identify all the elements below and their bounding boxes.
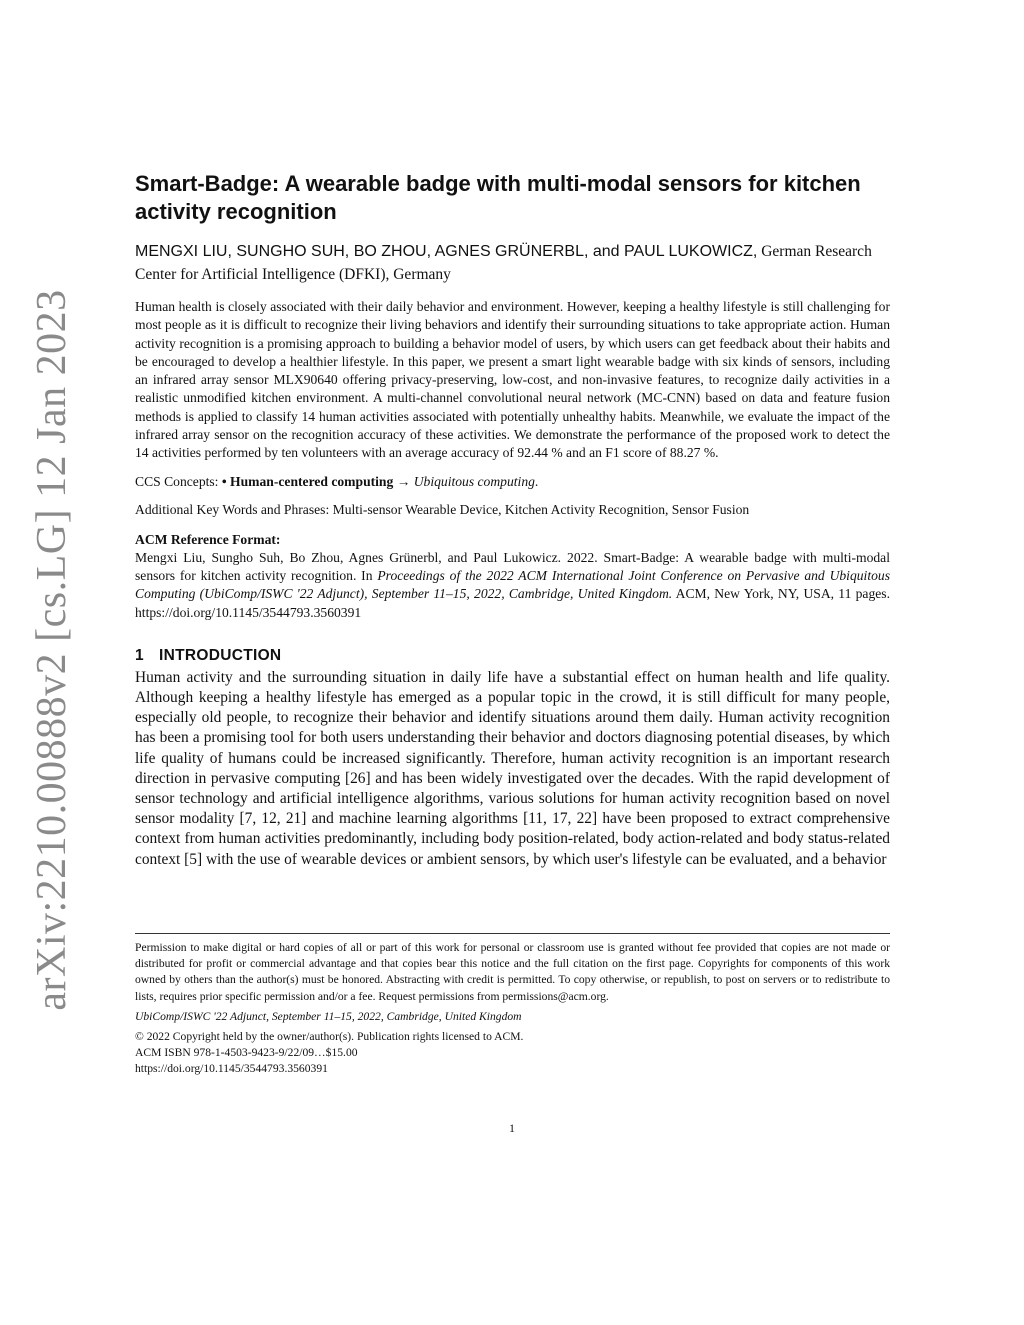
- footnote-venue: [135, 1009, 890, 1025]
- isbn: ACM ISBN 978-1-4503-9423-9/22/09…$15.00: [135, 1046, 358, 1060]
- reference-format: [135, 549, 890, 622]
- author-block: [135, 240, 890, 286]
- arxiv-identifier: arXiv:2210.00888v2 [cs.LG] 12 Jan 2023: [29, 289, 75, 1011]
- doi-link[interactable]: https://doi.org/10.1145/3544793.3560391: [135, 1062, 328, 1076]
- ccs-concept: Human-centered computing: [230, 473, 394, 489]
- reference-text-after: ACM, New York, NY, USA, 11 pages. https://doi.org/10.1145/3544793.3560391: [135, 586, 890, 620]
- section-number: 1: [135, 646, 144, 664]
- keywords: Additional Key Words and Phrases: Multi-sensor Wearable Device, Kitchen Activity Recognition, Sensor Fusion: [135, 501, 750, 517]
- reference-heading: ACM Reference Format:: [135, 531, 281, 547]
- author-names: MENGXI LIU, SUNGHO SUH, BO ZHOU, AGNES GRÜNERBL, and PAUL LUKOWICZ,: [135, 243, 758, 260]
- paper-title: Smart-Badge: A wearable badge with multi-modal sensors for kitchen activity recognition: [135, 171, 861, 224]
- author-affiliation: German Research Center for Artificial Intelligence (DFKI), Germany: [135, 243, 872, 283]
- ccs-arrow: →: [396, 473, 411, 489]
- ccs-label: CCS Concepts:: [135, 473, 219, 489]
- reference-text-before: Mengxi Liu, Sungho Suh, Bo Zhou, Agnes Grünerbl, and Paul Lukowicz. 2022. Smart-Badge: A wearable badge with multi-modal sensors for kitchen activity recognition. In: [135, 549, 890, 583]
- footnote: [135, 940, 890, 1078]
- introduction-paragraph: Human activity and the surrounding situation in daily life have a substantial effect on human health and life quality. Although keeping a healthy lifestyle has emerged as a popular topic in the crowd, it is still difficult for many people, especially old people, to recognize their behavior and identify situations around them daily. Human activity recognition has been a promising tool for both users understanding their behavior and doctors diagnosing potential diseases, by which life quality of humans could be increased significantly. Therefore, human activity recognition is an important research direction in pervasive computing [26] and has been widely investigated over the decades. With the rapid development of sensor technology and artificial intelligence algorithms, various solutions for human activity recognition based on novel sensor modality [7, 12, 21] and machine learning algorithms [11, 17, 22] have been proposed to extract comprehensive context from human activities predominantly, including body position-related, body action-related and body status-related context [5] with the use of wearable devices or ambient sensors, by which user's lifestyle can be evaluated, and a behavior: [135, 668, 890, 868]
- section-heading: [135, 646, 890, 666]
- section-title: INTRODUCTION: [159, 646, 282, 664]
- ccs-end: .: [534, 473, 539, 489]
- footnote-divider: [135, 933, 890, 934]
- abstract: Human health is closely associated with their daily behavior and environment. However, keeping a healthy lifestyle is still challenging for most people as it is difficult to recognize their living behaviors and identify their surrounding situations to take appropriate action. Human activity recognition is a promising approach to building a behavior model of users, by which users can get feedback about their habits and be encouraged to develop a healthier lifestyle. In this paper, we present a smart light wearable badge with six kinds of sensors, including an infrared array sensor MLX90640 offering privacy-preserving, low-cost, and non-invasive features, to recognize daily activities in a realistic unmodified kitchen environment. A multi-channel convolutional neural network (MC-CNN) based on data and feature fusion methods is applied to classify 14 human activities associated with potentially unhealthy habits. Meanwhile, we evaluate the impact of the infrared array sensor on the recognition accuracy of these activities. We demonstrate the performance of the proposed work to detect the 14 activities performed by ten volunteers with an average accuracy of 92.44 % and an F1 score of 88.27 %.: [135, 299, 890, 461]
- ccs-bullet: •: [221, 473, 227, 489]
- paper-page: [135, 170, 890, 870]
- footnote-venue-text: UbiComp/ISWC '22 Adjunct, September 11–15, 2022, Cambridge, United Kingdom: [135, 1009, 522, 1023]
- permission-notice: Permission to make digital or hard copies of all or part of this work for personal or classroom use is granted without fee provided that copies are not made or distributed for profit or commercial advantage and that copies bear this notice and the full citation on the first page. Copyrights for components of this work owned by others than the author(s) must be honored. Abstracting with credit is permitted. To copy otherwise, or republish, to post on servers or to redistribute to lists, requires prior specific permission and/or a fee. Request permissions from permissions@acm.org.: [135, 941, 890, 1003]
- ccs-concepts: [135, 473, 890, 491]
- copyright-notice: © 2022 Copyright held by the owner/author(s). Publication rights licensed to ACM.: [135, 1030, 524, 1044]
- ccs-subconcept: Ubiquitous computing: [413, 473, 535, 489]
- reference-venue: Proceedings of the 2022 ACM International Joint Conference on Pervasive and Ubiquitous Computing (UbiComp/ISWC '22 Adjunct), September 11–15, 2022, Cambridge, United Kingdom.: [135, 567, 890, 602]
- page-number: 1: [509, 1121, 515, 1135]
